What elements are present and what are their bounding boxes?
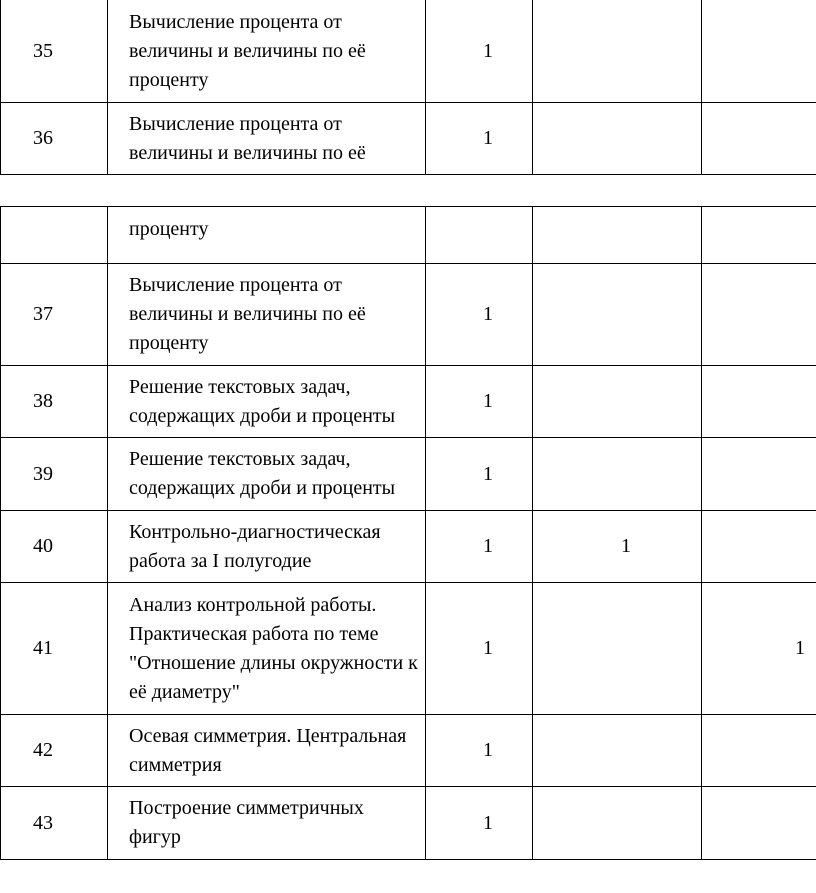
- lesson-number: 38: [1, 366, 108, 438]
- lesson-topic: Построение симметричных фигур: [108, 787, 426, 860]
- table-row: [1, 207, 816, 264]
- lesson-control-count: [533, 366, 702, 438]
- lesson-topic: Вычисление процента от величины и величины по её проценту: [108, 264, 426, 366]
- table-row: [1, 438, 816, 511]
- lesson-hours: 1: [426, 0, 533, 103]
- lesson-practical-count: [702, 438, 816, 511]
- lesson-practical-count: 1: [702, 583, 816, 715]
- lesson-table-part-2: [0, 206, 816, 860]
- lesson-practical-count: [702, 264, 816, 366]
- table-row: [1, 103, 816, 175]
- table-row: [1, 787, 816, 860]
- lesson-control-count: [533, 103, 702, 175]
- lesson-practical-count: [702, 103, 816, 175]
- lesson-control-count: [533, 715, 702, 787]
- lesson-hours: 1: [426, 438, 533, 511]
- lesson-practical-count: [702, 715, 816, 787]
- lesson-practical-count: [702, 207, 816, 264]
- table-row: [1, 511, 816, 583]
- table-row: [1, 583, 816, 715]
- lesson-number: [1, 207, 108, 264]
- lesson-practical-count: [702, 511, 816, 583]
- lesson-practical-count: [702, 366, 816, 438]
- lesson-number: 43: [1, 787, 108, 860]
- lesson-hours: [426, 207, 533, 264]
- lesson-hours: 1: [426, 583, 533, 715]
- lesson-control-count: 1: [533, 511, 702, 583]
- lesson-hours: 1: [426, 511, 533, 583]
- lesson-number: 39: [1, 438, 108, 511]
- lesson-control-count: [533, 583, 702, 715]
- lesson-topic: Контрольно-диагностическая работа за I полугодие: [108, 511, 426, 583]
- lesson-table-part-1: [0, 0, 816, 175]
- lesson-topic: Осевая симметрия. Центральная симметрия: [108, 715, 426, 787]
- lesson-practical-count: [702, 0, 816, 103]
- lesson-number: 35: [1, 0, 108, 103]
- lesson-number: 42: [1, 715, 108, 787]
- lesson-topic: Вычисление процента от величины и величины по её: [108, 103, 426, 175]
- lesson-topic: Вычисление процента от величины и величины по её проценту: [108, 0, 426, 103]
- lesson-hours: 1: [426, 103, 533, 175]
- lesson-control-count: [533, 787, 702, 860]
- lesson-control-count: [533, 438, 702, 511]
- lesson-control-count: [533, 264, 702, 366]
- lesson-practical-count: [702, 787, 816, 860]
- lesson-control-count: [533, 207, 702, 264]
- lesson-number: 37: [1, 264, 108, 366]
- lesson-topic: проценту: [108, 207, 426, 264]
- lesson-number: 36: [1, 103, 108, 175]
- lesson-hours: 1: [426, 264, 533, 366]
- table-row: [1, 715, 816, 787]
- lesson-hours: 1: [426, 715, 533, 787]
- table-row: [1, 264, 816, 366]
- lesson-topic: Анализ контрольной работы. Практическая работа по теме "Отношение длины окружности к её диаметру": [108, 583, 426, 715]
- lesson-number: 41: [1, 583, 108, 715]
- lesson-hours: 1: [426, 787, 533, 860]
- lesson-topic: Решение текстовых задач, содержащих дроби и проценты: [108, 366, 426, 438]
- table-row: [1, 366, 816, 438]
- lesson-control-count: [533, 0, 702, 103]
- lesson-hours: 1: [426, 366, 533, 438]
- table-row: [1, 0, 816, 103]
- lesson-topic: Решение текстовых задач, содержащих дроби и проценты: [108, 438, 426, 511]
- lesson-number: 40: [1, 511, 108, 583]
